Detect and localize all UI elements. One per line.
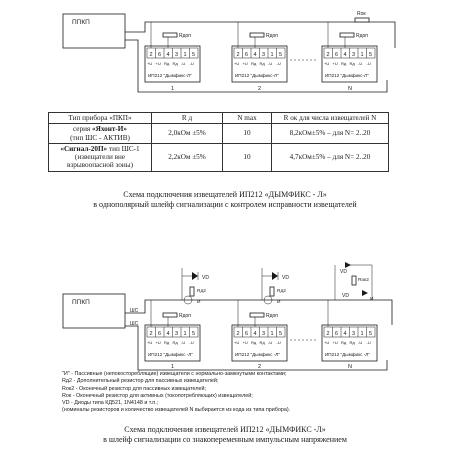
svg-text:3: 3 [175,331,179,337]
svg-text:+U: +U [242,61,248,66]
svg-text:2: 2 [149,52,153,58]
svg-text:4: 4 [166,52,170,58]
svg-text:+U: +U [234,61,240,66]
svg-text:-U: -U [181,340,186,345]
svg-text:И: И [197,300,201,305]
svg-text:1: 1 [183,331,187,337]
svg-text:4: 4 [253,52,257,58]
svg-text:1: 1 [270,331,274,337]
svg-text:5: 5 [192,52,196,58]
svg-text:3: 3 [352,331,356,337]
svg-text:Rд: Rд [251,61,257,66]
table-header-cell: R д [152,113,223,124]
svg-text:-U: -U [358,340,363,345]
svg-text:2: 2 [326,52,330,58]
svg-text:Rд: Rд [172,61,178,66]
panel-label-1: ППКП [72,19,90,26]
svg-text:6: 6 [158,52,162,58]
svg-text:Rд: Rд [259,340,265,345]
detector-1-2 [232,22,287,92]
parameters-table [48,112,389,172]
svg-text:-U: -U [268,61,273,66]
table-row [49,143,389,171]
svg-text:1: 1 [360,331,364,337]
detector-2-1 [145,300,200,370]
svg-text:ИП212 "Дымфикс-Л": ИП212 "Дымфикс-Л" [148,73,192,78]
svg-text:+U: +U [242,340,248,345]
table-cell: 2,2кОм ±5% [152,143,223,171]
svg-text:N: N [348,86,352,92]
detector-1-n [322,11,377,92]
svg-text:2: 2 [326,331,330,337]
svg-text:2: 2 [236,331,240,337]
svg-text:И: И [277,300,281,305]
svg-text:N: N [348,364,352,370]
svg-text:-U: -U [276,61,281,66]
svg-text:Rд2: Rд2 [277,289,286,294]
svg-text:2: 2 [149,331,153,337]
svg-text:2: 2 [258,86,262,92]
passive-detector-1 [182,268,209,305]
table-cell: 2,0кОм ±5% [152,124,223,144]
svg-text:Rд: Rд [341,340,347,345]
loop-plus-2 [125,300,392,325]
svg-text:1: 1 [171,364,175,370]
svg-text:Rдоп: Rдоп [266,313,279,319]
svg-text:1: 1 [183,52,187,58]
rok-resistor [355,18,369,22]
svg-text:ШС: ШС [130,321,139,327]
svg-text:-U: -U [276,340,281,345]
table-cell: 10 [223,124,272,144]
caption-2 [0,425,450,445]
diagram-2 [63,262,392,370]
svg-text:Rд: Rд [251,340,257,345]
table-row [49,124,389,144]
svg-text:Rд: Rд [259,61,265,66]
svg-text:И: И [370,297,374,302]
detector-2-2 [232,300,287,370]
svg-text:-U: -U [189,340,194,345]
diagram-1 [63,11,395,92]
legend-item: Rок2 - Оконечный резистор для пассивных извещателей; [62,385,206,392]
svg-text:6: 6 [158,331,162,337]
svg-text:+U: +U [332,61,338,66]
table-cell-device: «Сигнал-20П» тип ШС-1 (извещатели вне взрывоопасной зоны) [49,143,152,171]
svg-text:Rдоп: Rдоп [356,33,369,39]
svg-text:-U: -U [181,61,186,66]
svg-text:-U: -U [268,340,273,345]
svg-text:VD: VD [342,293,349,299]
svg-text:3: 3 [262,52,266,58]
legend-item: VD - Диоды типа КД521, 1N4148 и т.п.; [62,400,159,407]
svg-text:ППКП: ППКП [72,299,90,306]
svg-text:1: 1 [270,52,274,58]
legend [62,371,290,415]
table-header-cell: N max [223,113,272,124]
svg-text:1: 1 [360,52,364,58]
legend-item: Rок - Оконечный резистор для активных (токопотребляющих) извещателей; [62,392,253,399]
svg-text:6: 6 [245,331,249,337]
svg-text:Rд: Rд [341,61,347,66]
detector-1-1 [145,22,200,92]
svg-text:3: 3 [262,331,266,337]
svg-text:5: 5 [369,52,373,58]
svg-text:Rдоп: Rдоп [179,313,192,319]
svg-text:+U: +U [234,340,240,345]
svg-text:-U: -U [366,340,371,345]
svg-text:+U: +U [324,61,330,66]
svg-text:+U: +U [147,61,153,66]
svg-text:VD: VD [340,269,347,275]
svg-text:+U: +U [332,340,338,345]
svg-text:6: 6 [245,52,249,58]
svg-text:-U: -U [189,61,194,66]
svg-text:1: 1 [171,86,175,92]
svg-text:5: 5 [192,331,196,337]
svg-text:Rок2: Rок2 [358,278,369,283]
svg-text:6: 6 [335,331,339,337]
table-header-row [49,113,389,124]
svg-text:2: 2 [236,52,240,58]
svg-text:ИП212 "Дымфикс-Л": ИП212 "Дымфикс-Л" [325,73,369,78]
svg-text:Rд: Rд [164,340,170,345]
svg-text:Rдоп: Rдоп [266,33,279,39]
table-cell-device: серия «Яхонт-И» (тип ШС - АКТИВ) [49,124,152,144]
caption-2-line-1: Схема подключения извещателей ИП212 «ДЫМФИКС -Л» [124,425,326,434]
legend-item: "И" - Пассивные (непокостореблящие) извещатели с нормально-замкнутыми контактами; [62,371,287,377]
svg-text:ШС: ШС [130,308,139,314]
svg-text:ИП212 "Дымфикс-Л": ИП212 "Дымфикс-Л" [235,73,279,78]
svg-text:-U: -U [358,61,363,66]
svg-text:4: 4 [166,331,170,337]
detector-2-n [322,300,377,370]
svg-text:2: 2 [258,364,262,370]
svg-text:+U: +U [155,61,161,66]
svg-text:+U: +U [324,340,330,345]
svg-text:3: 3 [352,52,356,58]
table-cell: 8,2кОм±5% – для N= 2..20 [272,124,389,144]
svg-text:-U: -U [366,61,371,66]
svg-text:ИП212 "Дымфикс -Л": ИП212 "Дымфикс -Л" [148,352,193,357]
svg-text:Rд: Rд [349,340,355,345]
svg-text:4: 4 [343,52,347,58]
svg-text:4: 4 [343,331,347,337]
svg-text:Rд2: Rд2 [197,289,206,294]
caption-1-line-2: в однополярный шлейф сигнализации с контролем исправности извещателей [93,200,357,209]
svg-text:3: 3 [175,52,179,58]
svg-text:5: 5 [369,331,373,337]
terminator-block [335,262,374,302]
table-cell: 4,7кОм±5% – для N= 2..20 [272,143,389,171]
caption-1-line-1: Схема подключения извещателей ИП212 «ДЫМФИКС - Л» [123,190,327,199]
legend-item: (номиналы резисторов и количество извещателей N выбирается из кода из типа прибора). [62,407,291,414]
svg-text:Rд: Rд [349,61,355,66]
svg-text:Rд: Rд [172,340,178,345]
svg-text:5: 5 [279,52,283,58]
svg-text:6: 6 [335,52,339,58]
svg-text:+U: +U [147,340,153,345]
svg-text:+U: +U [155,340,161,345]
passive-detector-2 [262,268,289,305]
svg-text:VD: VD [282,275,289,281]
table-header-cell: R ок для числа извещателей N [272,113,389,124]
svg-text:Rок: Rок [357,11,366,17]
svg-text:Rд: Rд [164,61,170,66]
svg-text:ИП212 "Дымфикс -Л": ИП212 "Дымфикс -Л" [325,352,370,357]
svg-text:Rдоп: Rдоп [179,33,192,39]
table-cell: 10 [223,143,272,171]
caption-1 [0,190,450,210]
svg-text:5: 5 [279,331,283,337]
svg-text:ИП212 "Дымфикс -Л": ИП212 "Дымфикс -Л" [235,352,280,357]
legend-item: Rд2 - Дополнительный резистор для пассивных извещателей; [62,378,219,385]
table-header-cell: Тип прибора «ПКП» [49,113,152,124]
svg-text:VD: VD [202,275,209,281]
caption-2-line-2: в шлейф сигнализации со знакопеременным импульсным напряжением [103,435,347,444]
svg-text:4: 4 [253,331,257,337]
